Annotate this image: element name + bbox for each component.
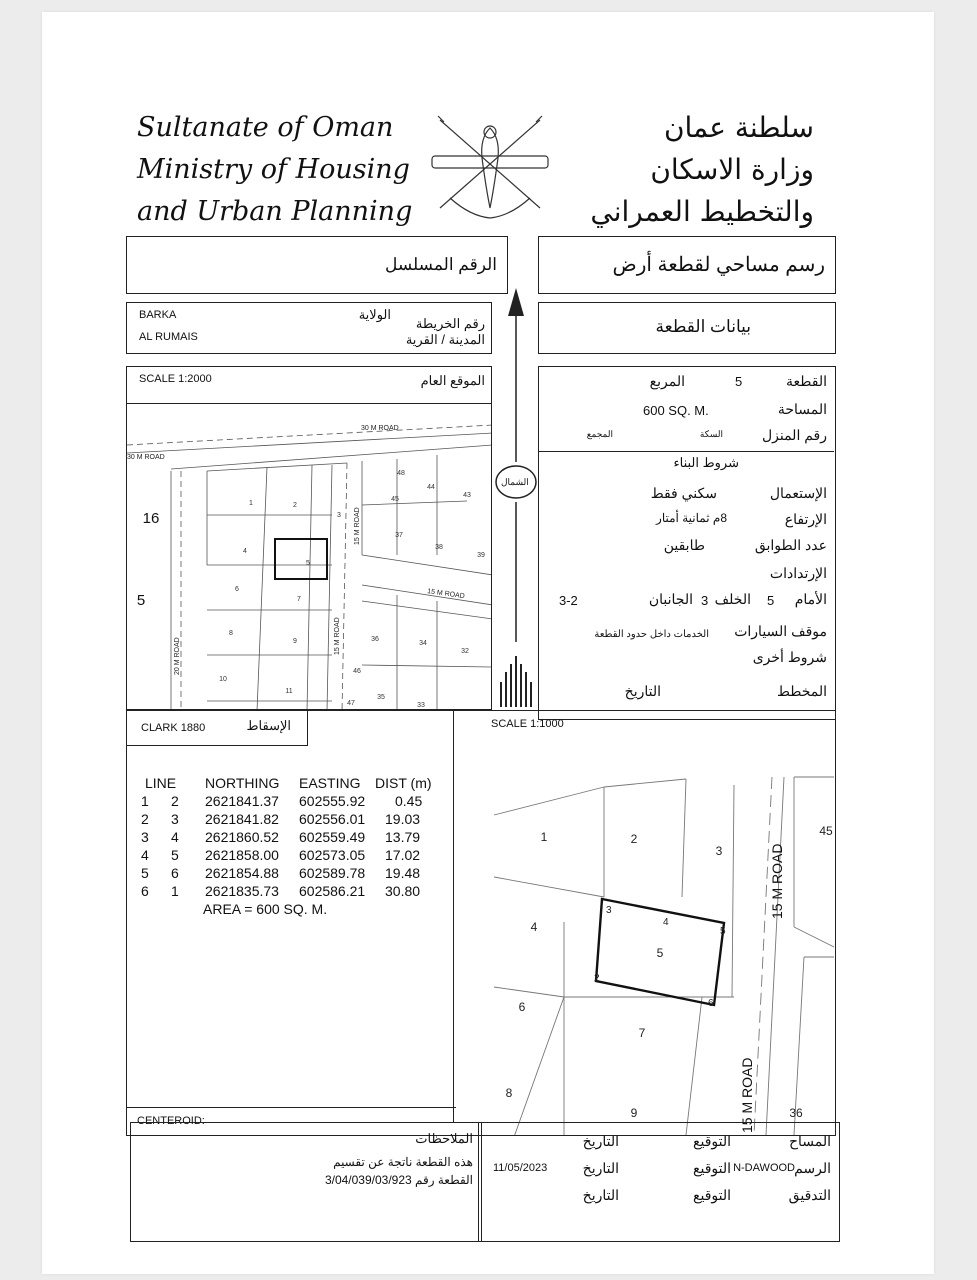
wilayat-label: الولاية [358, 307, 391, 322]
detail-scale: SCALE 1:1000 [491, 718, 564, 730]
drafter-label: الرسم [794, 1160, 831, 1176]
oman-emblem-icon [420, 108, 560, 228]
complex-label: المجمع [586, 429, 613, 439]
serial-number-label: الرقم المسلسل [384, 255, 497, 274]
gen-plot-5: 5 [306, 560, 310, 567]
sides-value: 3-2 [559, 593, 578, 608]
row1-dist: 0.45 [395, 793, 423, 809]
area-label: المساحة [777, 401, 827, 417]
checker-date-label: التاريخ [582, 1187, 619, 1203]
setbacks-label: الإرتدادات [769, 565, 827, 581]
plot-details-box [538, 366, 836, 720]
row3-from: 3 [141, 829, 149, 845]
plot-data-title-box [538, 302, 836, 354]
gen-plot-44: 44 [427, 484, 435, 491]
header-dist: DIST (m) [375, 775, 432, 791]
building-terms-title: شروط البناء [673, 455, 739, 470]
plot-data-title: بيانات القطعة [655, 317, 751, 336]
projection-box [126, 710, 308, 746]
other-terms-label: شروط أخرى [752, 649, 827, 665]
floors-value: طابقين [663, 537, 705, 553]
gen-plot-16: 16 [142, 510, 160, 527]
detail-map [454, 747, 834, 1135]
row6-easting: 602586.21 [299, 883, 366, 899]
plot-value: 5 [735, 374, 743, 389]
detail-plot-3: 3 [715, 844, 723, 858]
detail-plot-4: 4 [530, 920, 538, 934]
road-15m-v: 15 M ROAD [354, 507, 361, 545]
header-en-line3: and Urban Planning [137, 196, 413, 227]
row4-easting: 602573.05 [299, 847, 366, 863]
city-label: المدينة / القرية [405, 332, 485, 347]
detail-road-upper: 15 M ROAD [769, 843, 785, 919]
header-en-line1: Sultanate of Oman [137, 112, 394, 143]
projection-value: CLARK 1880 [141, 722, 206, 734]
row5-northing: 2621854.88 [205, 865, 279, 881]
square-label: المربع [649, 373, 685, 389]
row4-dist: 17.02 [385, 847, 421, 863]
city-value: AL RUMAIS [139, 331, 198, 343]
north-arrow-icon [492, 282, 540, 722]
row6-to: 1 [171, 883, 179, 899]
gen-plot-36: 36 [371, 636, 379, 643]
detail-plot-9: 9 [630, 1106, 638, 1120]
notes-line1: هذه القطعة ناتجة عن تقسيم [333, 1155, 473, 1169]
header-ar-line1: سلطنة عمان [663, 111, 814, 144]
floors-label: عدد الطوابق [754, 537, 827, 553]
front-value: 5 [767, 593, 775, 608]
gen-plot-3: 3 [337, 512, 341, 519]
planner-label: المخطط [776, 683, 827, 699]
surveyor-signature-label: التوقيع [693, 1133, 731, 1149]
general-location-label: الموقع العام [420, 373, 485, 388]
row2-northing: 2621841.82 [205, 811, 279, 827]
general-location-map [127, 405, 492, 710]
wilayat-value: BARKA [139, 309, 177, 321]
use-value: سكني فقط [650, 485, 717, 501]
title-box [538, 236, 836, 294]
gen-plot-46: 46 [353, 668, 361, 675]
area-value: 600 SQ. M. [643, 403, 709, 418]
location-box [126, 302, 492, 354]
gen-plot-10: 10 [219, 676, 227, 683]
road-30m-left: 30 M ROAD [127, 454, 165, 461]
gen-plot-5b: 5 [136, 592, 146, 609]
row2-dist: 19.03 [385, 811, 421, 827]
detail-plot-1: 1 [540, 830, 548, 844]
gen-plot-34: 34 [419, 640, 427, 647]
back-value: 3 [701, 593, 709, 608]
back-label: الخلف [714, 591, 751, 607]
parking-value: الخدمات داخل حدود القطعة [594, 629, 709, 640]
notes-box [130, 1122, 482, 1242]
gen-plot-6: 6 [235, 586, 239, 593]
page-title: رسم مساحي لقطعة أرض [612, 254, 825, 276]
north-label: الشمال [501, 477, 529, 487]
detail-plot-45: 45 [819, 824, 833, 838]
surveyor-label: المساح [788, 1133, 831, 1149]
vertex-6: 6 [708, 998, 714, 1009]
gen-plot-39: 39 [477, 552, 485, 559]
checker-label: التدقيق [788, 1187, 831, 1203]
gen-plot-33: 33 [417, 702, 425, 709]
road-15m-v2: 15 M ROAD [334, 617, 341, 655]
row2-easting: 602556.01 [299, 811, 366, 827]
row4-to: 5 [171, 847, 179, 863]
gen-plot-38: 38 [435, 544, 443, 551]
gen-plot-1: 1 [249, 500, 253, 507]
sides-label: الجانبان [648, 591, 693, 607]
notes-label: الملاحظات [415, 1131, 473, 1146]
surveyor-date-label: التاريخ [582, 1133, 619, 1149]
drafter-value: N-DAWOOD [733, 1162, 795, 1174]
general-scale: SCALE 1:2000 [139, 373, 212, 385]
header-ar-line2: وزارة الاسكان [650, 153, 814, 186]
row3-northing: 2621860.52 [205, 829, 279, 845]
row2-to: 3 [171, 811, 179, 827]
row5-to: 6 [171, 865, 179, 881]
general-location-box [126, 366, 492, 710]
survey-sheet [42, 12, 934, 1274]
gen-plot-2: 2 [293, 502, 297, 509]
gen-plot-9: 9 [293, 638, 297, 645]
row6-northing: 2621835.73 [205, 883, 279, 899]
row3-easting: 602559.49 [299, 829, 366, 845]
notes-line2: القطعة رقم 3/04/039/03/923 [324, 1173, 473, 1187]
detail-plot-36: 36 [789, 1106, 803, 1120]
gen-plot-47: 47 [347, 700, 355, 707]
road-30m-top: 30 M ROAD [361, 425, 399, 432]
gen-plot-37: 37 [395, 532, 403, 539]
gen-plot-8: 8 [229, 630, 233, 637]
gen-plot-43: 43 [463, 492, 471, 499]
gen-plot-32: 32 [461, 648, 469, 655]
road-20m-v: 20 M ROAD [174, 637, 181, 675]
gen-plot-45: 45 [391, 496, 399, 503]
row3-dist: 13.79 [385, 829, 421, 845]
projection-label: الإسقاط [246, 718, 291, 733]
road-15m-h: 15 M ROAD [426, 588, 466, 601]
use-label: الإستعمال [769, 485, 827, 501]
detail-plot-7: 7 [638, 1026, 646, 1040]
checker-signature-label: التوقيع [693, 1187, 731, 1203]
row1-to: 2 [171, 793, 179, 809]
row5-easting: 602589.78 [299, 865, 366, 881]
gen-plot-11: 11 [285, 688, 293, 695]
front-label: الأمام [794, 591, 827, 607]
area-total: AREA = 600 SQ. M. [203, 901, 328, 917]
header-northing: NORTHING [205, 775, 280, 791]
coordinates-section [126, 710, 836, 1136]
parking-label: موقف السيارات [734, 623, 827, 639]
gen-plot-7: 7 [297, 596, 301, 603]
vertex-2: 2 [594, 973, 600, 984]
gen-plot-35: 35 [377, 694, 385, 701]
gen-plot-48: 48 [397, 470, 405, 477]
height-value: 8م ثمانية أمتار [656, 511, 727, 525]
row4-northing: 2621858.00 [205, 847, 279, 863]
serial-number-box [126, 236, 508, 294]
plot-label: القطعة [786, 373, 827, 389]
signatures-box [478, 1122, 840, 1242]
drafter-signature-label: التوقيع [693, 1160, 731, 1176]
row1-northing: 2621841.37 [205, 793, 279, 809]
vertex-3: 3 [606, 905, 612, 916]
row4-from: 4 [141, 847, 149, 863]
height-label: الإرتفاع [784, 511, 827, 527]
sikka-label: السكة [699, 429, 723, 439]
map-number-label: رقم الخريطة [415, 316, 485, 331]
header-ar-line3: والتخطيط العمراني [590, 195, 814, 228]
house-number-label: رقم المنزل [761, 427, 827, 443]
planner-date-label: التاريخ [624, 683, 661, 699]
detail-plot-2: 2 [630, 832, 638, 846]
drafter-date-value: 11/05/2023 [493, 1162, 548, 1174]
row6-from: 6 [141, 883, 149, 899]
centeroid-label: CENTEROID: [137, 1115, 205, 1127]
header-line: LINE [145, 775, 177, 791]
header-en-line2: Ministry of Housing [137, 154, 410, 185]
detail-plot-6: 6 [518, 1000, 526, 1014]
vertex-4: 4 [663, 917, 669, 928]
row1-easting: 602555.92 [299, 793, 366, 809]
row5-from: 5 [141, 865, 149, 881]
row6-dist: 30.80 [385, 883, 421, 899]
header-easting: EASTING [299, 775, 361, 791]
detail-plot-5: 5 [656, 946, 664, 960]
row2-from: 2 [141, 811, 149, 827]
row1-from: 1 [141, 793, 149, 809]
row3-to: 4 [171, 829, 179, 845]
detail-plot-8: 8 [505, 1086, 513, 1100]
vertex-5: 5 [720, 926, 726, 937]
gen-plot-4: 4 [243, 548, 247, 555]
row5-dist: 19.48 [385, 865, 421, 881]
drafter-date-label: التاريخ [582, 1160, 619, 1176]
detail-road-lower: 15 M ROAD [739, 1057, 755, 1133]
